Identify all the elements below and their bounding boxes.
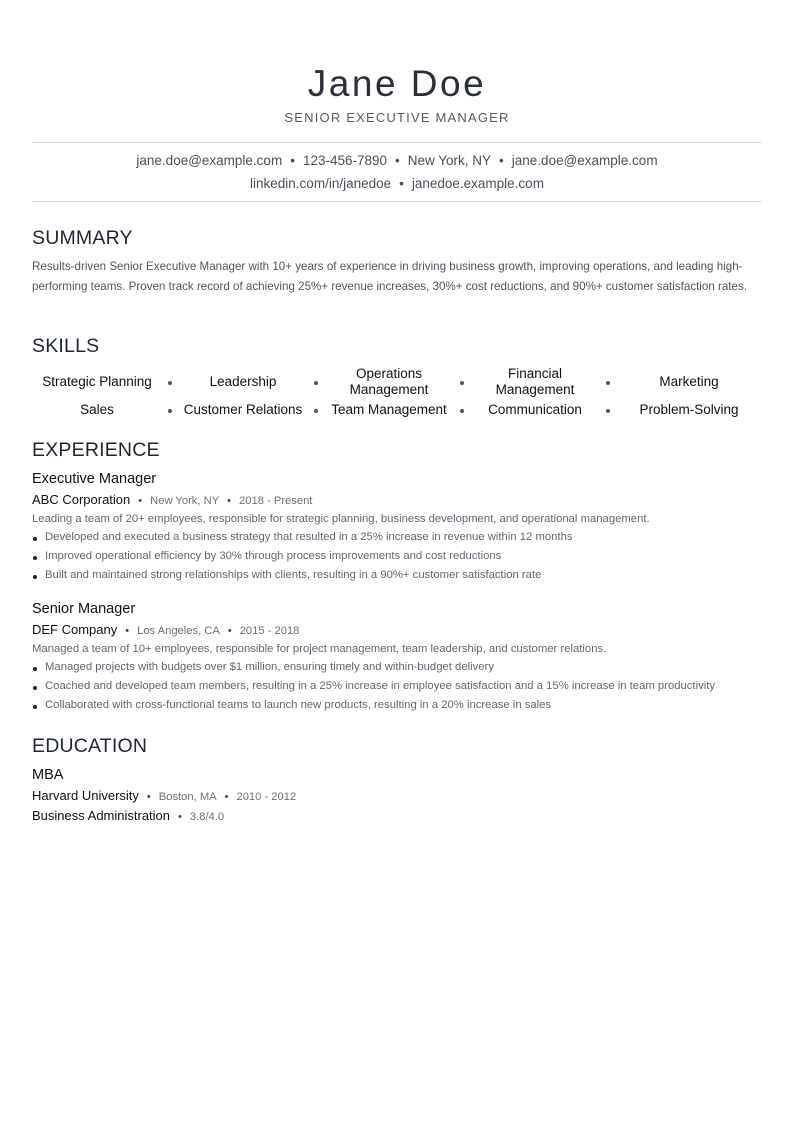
skill-separator-dot [314, 409, 318, 413]
bullet-dot [33, 537, 37, 541]
contact-linkedin[interactable]: linkedin.com/in/janedoe [250, 176, 392, 191]
skill-separator-dot [168, 381, 172, 385]
meta-separator: • [224, 791, 229, 803]
meta-separator: • [227, 625, 232, 637]
contact-separator: • [290, 153, 295, 168]
achievement-text: Coached and developed team members, resulting in a 25% increase in employee satisfaction and a 15% increase in team productivity [45, 679, 716, 692]
header-divider-bottom [32, 201, 762, 202]
achievement-text: Built and maintained strong relationships with clients, resulting in a 90%+ customer satisfaction rate [45, 568, 542, 581]
skill-item: Customer Relations [183, 402, 303, 417]
contact-location: New York, NY [407, 153, 492, 168]
degree-title: MBA [32, 767, 64, 783]
skill-item: Strategic Planning [42, 374, 152, 389]
candidate-title: SENIOR EXECUTIVE MANAGER [284, 110, 510, 125]
meta-separator: • [146, 791, 151, 803]
contact-phone[interactable]: 123-456-7890 [302, 153, 388, 168]
bullet-dot [33, 556, 37, 560]
job-location: New York, NY [150, 495, 220, 507]
meta-separator: • [178, 811, 182, 823]
contact-email-secondary[interactable]: jane.doe@example.com [511, 153, 658, 168]
list-item [32, 528, 762, 547]
list-item [32, 547, 762, 566]
field-of-study: Business Administration [32, 808, 171, 823]
contact-line-1 [32, 152, 762, 170]
bullet-dot [33, 667, 37, 671]
job-dates: 2018 - Present [239, 495, 313, 507]
list-item [32, 566, 762, 585]
job-meta [32, 492, 312, 509]
job-title: Senior Manager [32, 601, 136, 617]
gpa: 3.8/4.0 [189, 811, 225, 823]
job-achievements [32, 658, 762, 714]
achievement-text: Developed and executed a business strategy that resulted in a 25% increase in revenue within 12 months [45, 531, 573, 543]
school-name: Harvard University [32, 788, 139, 803]
skill-separator-dot [606, 409, 610, 413]
bullet-dot [33, 686, 37, 690]
skill-item: Marketing [659, 374, 719, 389]
skill-separator-dot [168, 409, 172, 413]
education-heading: EDUCATION [32, 735, 148, 757]
skills-heading: SKILLS [32, 335, 100, 357]
job-company: ABC Corporation [32, 492, 131, 507]
skill-item: Financial Management [495, 366, 575, 397]
job-company: DEF Company [32, 622, 118, 637]
contact-website[interactable]: janedoe.example.com [411, 176, 544, 191]
achievement-text: Improved operational efficiency by 30% through process improvements and cost reductions [45, 549, 502, 562]
skill-item: Communication [488, 402, 582, 417]
job-description: Leading a team of 20+ employees, responsible for strategic planning, business development, and operational management. [32, 513, 650, 525]
skill-item: Problem-Solving [639, 402, 739, 417]
meta-separator: • [138, 495, 143, 507]
meta-separator: • [227, 495, 232, 507]
job-meta [32, 622, 299, 639]
school-location: Boston, MA [158, 791, 217, 803]
bullet-dot [33, 705, 37, 709]
header-divider-top [32, 142, 762, 143]
skills-row-2 [32, 402, 762, 434]
list-item [32, 696, 762, 715]
list-item [32, 677, 762, 696]
job-dates: 2015 - 2018 [239, 625, 300, 637]
skill-item: Team Management [331, 402, 447, 417]
skill-separator-dot [460, 381, 464, 385]
job-achievements [32, 528, 762, 584]
education-field-meta [32, 808, 224, 825]
achievement-text: Collaborated with cross-functional teams to launch new products, resulting in a 20% increase in sales [45, 698, 552, 711]
job-title: Executive Manager [32, 471, 157, 487]
skill-item: Sales [80, 402, 114, 417]
education-dates: 2010 - 2012 [236, 791, 297, 803]
contact-line-2 [32, 175, 762, 193]
contact-separator: • [499, 153, 504, 168]
skill-separator-dot [314, 381, 318, 385]
list-item [32, 658, 762, 677]
skill-separator-dot [460, 409, 464, 413]
meta-separator: • [125, 625, 130, 637]
skill-item: Operations Management [349, 366, 429, 397]
contact-email[interactable]: jane.doe@example.com [136, 153, 283, 168]
job-description: Managed a team of 10+ employees, responsible for project management, team leadership, and customer relations. [32, 643, 607, 655]
skill-item: Leadership [209, 374, 277, 389]
summary-text: Results-driven Senior Executive Manager with 10+ years of experience in driving business growth, improving operations, and leading high-performing teams. Proven track record of achieving 25%+ revenue increases, 30%+ cost reductions, and 90%+ customer satisfaction rates. [32, 260, 747, 293]
summary-heading: SUMMARY [32, 227, 133, 249]
skills-row-1 [32, 366, 762, 398]
contact-separator: • [399, 176, 404, 191]
contact-separator: • [395, 153, 400, 168]
education-meta [32, 788, 296, 805]
candidate-name: Jane Doe [307, 63, 487, 104]
experience-heading: EXPERIENCE [32, 439, 160, 461]
job-location: Los Angeles, CA [137, 625, 220, 637]
skill-separator-dot [606, 381, 610, 385]
bullet-dot [33, 575, 37, 579]
achievement-text: Managed projects with budgets over $1 million, ensuring timely and within-budget delivery [45, 661, 494, 673]
